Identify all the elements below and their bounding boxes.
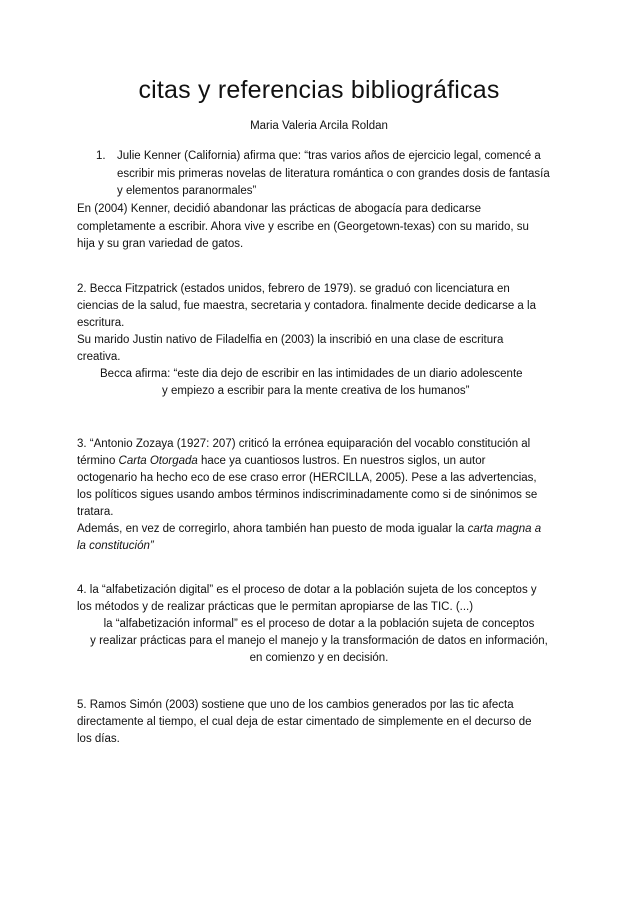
item1-body-line: completamente a escribir. Ahora vive y escribe en (Georgetown-texas) con su marido, su (77, 221, 529, 233)
item2-quote-line: Becca afirma: “este dia dejo de escribir en las intimidades de un diario adolescente (100, 368, 523, 380)
item3-line: la constitución” (77, 540, 154, 552)
item2-quote-line: y empiezo a escribir para la mente creativa de los humanos” (162, 385, 470, 397)
item1-body-line: hija y su gran variedad de gatos. (77, 238, 244, 250)
item1-quote-line: y elementos paranormales” (117, 185, 257, 197)
item4-body-line: los métodos y de realizar prácticas que le permitan apropiarse de las TIC. (...) (77, 601, 474, 613)
item3-line (77, 522, 541, 536)
item3-line-text: Además, en vez de corregirlo, ahora también han puesto de moda igualar la (77, 523, 468, 535)
item2-body-line: ciencias de la salud, fue maestra, secretaria y contadora. finalmente decide dedicarse a la (77, 300, 536, 312)
item2-body-line: Su marido Justin nativo de Filadelfia en (2003) la inscribió en una clase de escritura (77, 334, 504, 346)
item5-body-line: directamente al tiempo, el cual deja de estar cimentado de simplemente en el decurso de (77, 716, 532, 728)
author-name: Maria Valeria Arcila Roldan (250, 120, 388, 132)
item4-quote-line: la “alfabetización informal” es el proceso de dotar a la población sujeta de conceptos (103, 618, 535, 630)
item2-body-line: creativa. (77, 351, 121, 363)
item5-body-line: los días. (77, 733, 120, 745)
italic-term: carta magna a (467, 523, 542, 535)
item1-quote-line: Julie Kenner (California) afirma que: “tras varios años de ejercicio legal, comencé a (117, 150, 541, 162)
item4-quote-line: en comienzo y en decisión. (249, 652, 389, 664)
document-title: citas y referencias bibliográficas (138, 76, 500, 104)
item3-line: octogenario ha hecho eco de ese craso error (HERCILLA, 2005). Pese a las advertencias, (77, 472, 537, 484)
italic-term: Carta Otorgada (118, 455, 198, 467)
item3-line: 3. “Antonio Zozaya (1927: 207) criticó la errónea equiparación del vocablo constitución al (77, 438, 531, 450)
item3-line-text: hace ya cuantiosos lustros. En nuestros siglos, un autor (197, 455, 486, 467)
item3-line: tratara. (77, 506, 114, 518)
item3-line (77, 454, 485, 468)
item1-number: 1. (96, 150, 106, 162)
item2-body-line: escritura. (77, 317, 125, 329)
item5-body-line: 5. Ramos Simón (2003) sostiene que uno de los cambios generados por las tic afecta (77, 699, 514, 711)
item1-body-line: En (2004) Kenner, decidió abandonar las prácticas de abogacía para dedicarse (77, 203, 482, 215)
item2-body-line: 2. Becca Fitzpatrick (estados unidos, febrero de 1979). se graduó con licenciatura en (77, 283, 510, 295)
item3-line-text: término (77, 455, 119, 467)
item1-quote-line: escribir mis primeras novelas de literatura romántica o con grandes dosis de fantasía (117, 168, 550, 180)
item4-body-line: 4. la “alfabetización digital” es el proceso de dotar a la población sujeta de los conceptos y (77, 584, 537, 596)
item3-line: los políticos sigues usando ambos términos indiscriminadamente como si de sinónimos se (77, 489, 538, 501)
item4-quote-line: y realizar prácticas para el manejo el manejo y la transformación de datos en información, (90, 635, 548, 647)
